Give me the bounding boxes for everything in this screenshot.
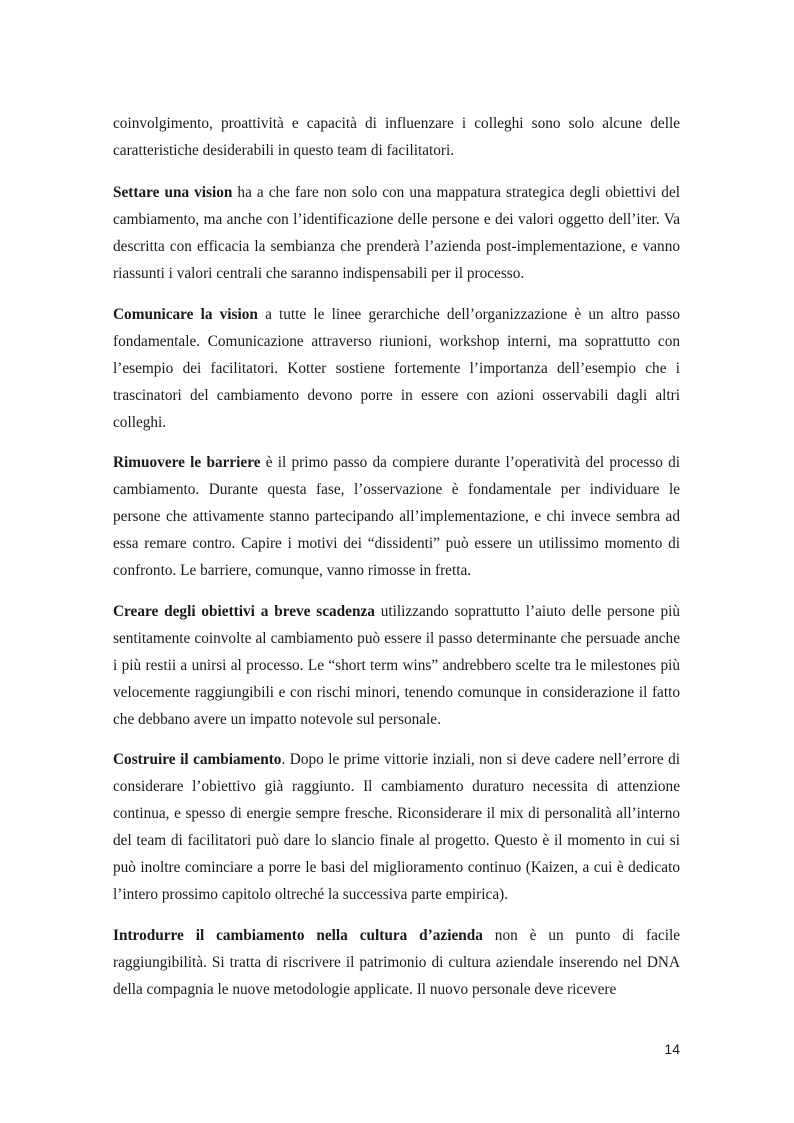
paragraph-comunicare-vision [113, 301, 680, 436]
paragraph-text: è il primo passo da compiere durante l’operatività del processo di cambiamento. Durante questa fase, l’osservazione è fondamentale per individuare le persone che attivamente stanno partecipando all’implementazione, e chi invece sembra ad essa remare contro. Capire i motivi dei “dissidenti” può essere un utilissimo momento di confronto. Le barriere, comunque, vanno rimosse in fretta. [113, 454, 681, 580]
paragraph-intro [113, 110, 680, 164]
paragraph-lead: Creare degli obiettivi a breve scadenza [113, 602, 375, 620]
paragraph-text: coinvolgimento, proattività e capacità di influenzare i colleghi sono solo alcune delle caratteristiche desiderabili in questo team di facilitatori. [113, 115, 680, 160]
paragraph-lead: Rimuovere le barriere [113, 454, 261, 472]
paragraph-introdurre-cultura [113, 922, 680, 1003]
paragraph-lead: Settare una vision [113, 184, 233, 202]
paragraph-costruire-cambiamento [113, 746, 680, 909]
paragraph-rimuovere-barriere [113, 449, 680, 584]
paragraph-settare-vision [113, 179, 680, 287]
document-body [113, 110, 680, 1016]
paragraph-text: utilizzando soprattutto l’aiuto delle persone più sentitamente coinvolte al cambiamento può essere il passo determinante che persuade anche i più restii a unirsi al processo. Le “short term wins” andrebbero scelte tra le milestones più velocemente raggiungibili e con rischi minori, tenendo comunque in considerazione il fatto che debbano avere un impatto notevole sul personale. [113, 602, 680, 728]
page-number: 14 [664, 1041, 680, 1057]
paragraph-text: . Dopo le prime vittorie inziali, non si deve cadere nell’errore di considerare l’obiettivo già raggiunto. Il cambiamento duraturo necessita di attenzione continua, e spesso di energie sempre fresche. Riconsiderare il mix di personalità all’interno del team di facilitatori può dare lo slancio finale al progetto. Questo è il momento in cui si può inoltre cominciare a porre le basi del miglioramento continuo (Kaizen, a cui è dedicato l’intero prossimo capitolo oltreché la successiva parte empirica). [113, 750, 681, 904]
paragraph-text: non è un punto di facile raggiungibilità. Si tratta di riscrivere il patrimonio di cultura aziendale inserendo nel DNA della compagnia le nuove metodologie applicate. Il nuovo personale deve ricevere [113, 926, 680, 998]
paragraph-text: a tutte le linee gerarchiche dell’organizzazione è un altro passo fondamentale. Comunicazione attraverso riunioni, workshop interni, ma soprattutto con l’esempio dei facilitatori. Kotter sostiene fortemente l’importanza dell’esempio che i trascinatori del cambiamento devono porre in essere con azioni osservabili dagli altri colleghi. [113, 305, 680, 431]
paragraph-lead: Comunicare la vision [113, 305, 258, 323]
paragraph-lead: Costruire il cambiamento [113, 750, 282, 768]
paragraph-text: ha a che fare non solo con una mappatura strategica degli obiettivi del cambiamento, ma anche con l’identificazione delle persone e dei valori oggetto dell’iter. Va descritta con efficacia la sembianza che prenderà l’azienda post-implementazione, e vanno riassunti i valori centrali che saranno indispensabili per il processo. [113, 184, 680, 283]
paragraph-obiettivi-breve [113, 598, 680, 733]
paragraph-lead: Introdurre il cambiamento nella cultura d’azienda [113, 926, 483, 944]
